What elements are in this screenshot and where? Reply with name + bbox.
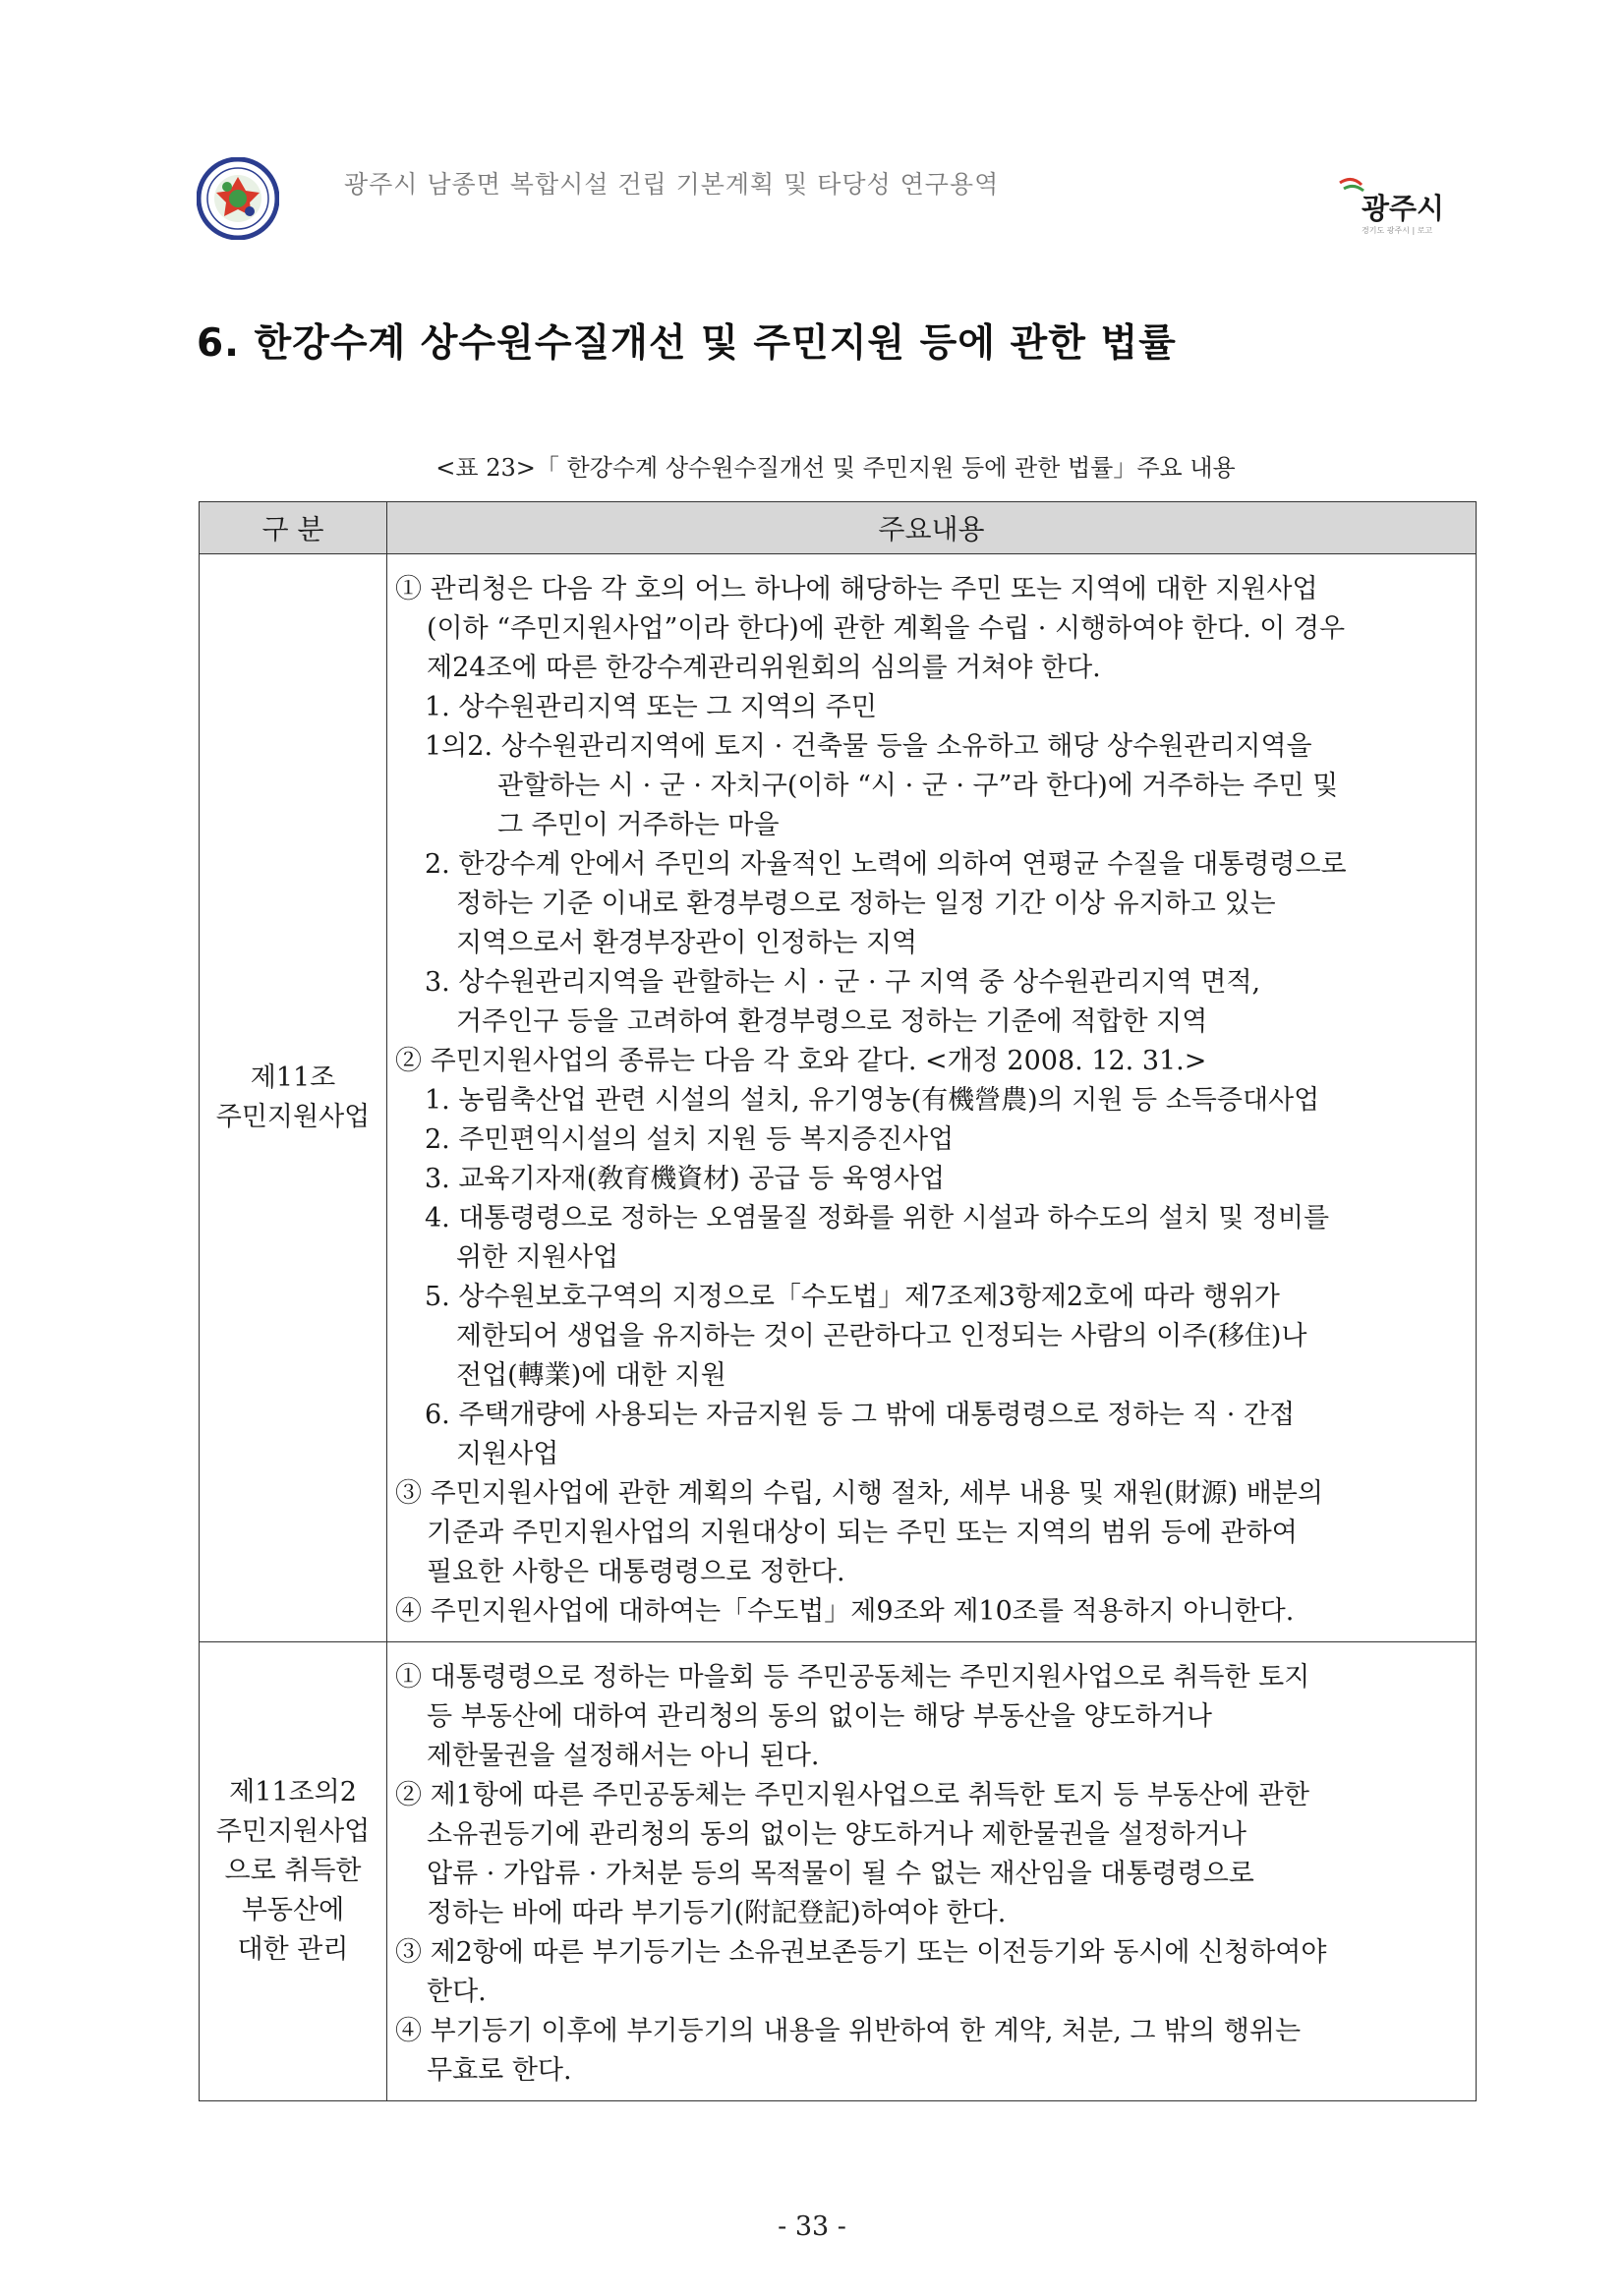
clause-line: 한다. xyxy=(427,1977,487,2007)
law-summary-table xyxy=(199,501,1477,2101)
clause-line: 6. 주택개량에 사용되는 자금지원 등 그 밖에 대통령령으로 정하는 직 · 간접 xyxy=(425,1400,1296,1430)
clause-line: 무효로 한다. xyxy=(427,2055,572,2086)
table-row xyxy=(200,554,1477,1642)
row-label-article-11 xyxy=(200,554,387,1642)
clause-line: 정하는 바에 따라 부기등기(附記登記)하여야 한다. xyxy=(427,1898,1007,1928)
clause-line: 관할하는 시 · 군 · 자치구(이하 “시 · 군 · 구”라 한다)에 거주하는 주민 및 xyxy=(497,771,1339,801)
clause-line: 1. 농림축산업 관련 시설의 설치, 유기영농(有機營農)의 지원 등 소득증대사업 xyxy=(425,1085,1320,1116)
table-header-row xyxy=(200,502,1477,554)
header-category: 구 분 xyxy=(200,502,387,554)
label-line: 으로 취득한 xyxy=(224,1856,362,1886)
clause-line: 전업(轉業)에 대한 지원 xyxy=(456,1360,726,1391)
clause-line: 지원사업 xyxy=(456,1439,559,1469)
clause-line: 3. 상수원관리지역을 관할하는 시 · 군 · 구 지역 중 상수원관리지역 면적, xyxy=(425,967,1261,998)
report-header-title: 광주시 남종면 복합시설 건립 기본계획 및 타당성 연구용역 xyxy=(344,170,1000,199)
clause-line: ① 관리청은 다음 각 호의 어느 하나에 해당하는 주민 또는 지역에 대한 지원사업 xyxy=(395,574,1318,604)
clause-line: 5. 상수원보호구역의 지정으로「수도법」제7조제3항제2호에 따라 행위가 xyxy=(425,1282,1280,1312)
clause-line: 2. 주민편익시설의 설치 지원 등 복지증진사업 xyxy=(425,1124,955,1155)
row-content-article-11-2 xyxy=(387,1642,1477,2101)
header-main-content: 주요내용 xyxy=(387,502,1477,554)
clause-line: 거주인구 등을 고려하여 환경부령으로 정하는 기준에 적합한 지역 xyxy=(456,1006,1208,1037)
clause-line: ① 대통령령으로 정하는 마을회 등 주민공동체는 주민지원사업으로 취득한 토지 xyxy=(395,1662,1310,1693)
row-content-article-11 xyxy=(387,554,1477,1642)
clause-line: 소유권등기에 관리청의 동의 없이는 양도하거나 제한물권을 설정하거나 xyxy=(427,1819,1247,1850)
label-line: 주민지원사업 xyxy=(215,1816,371,1847)
clause-line: 정하는 기준 이내로 환경부령으로 정하는 일정 기간 이상 유지하고 있는 xyxy=(456,889,1276,919)
row-label-article-11-2 xyxy=(200,1642,387,2101)
clause-line: 제한물권을 설정해서는 아니 된다. xyxy=(427,1741,820,1771)
section-title: 6. 한강수계 상수원수질개선 및 주민지원 등에 관한 법률 xyxy=(197,321,1177,366)
clause-line: ④ 부기등기 이후에 부기등기의 내용을 위반하여 한 계약, 처분, 그 밖의 행위는 xyxy=(395,2016,1302,2046)
clause-line: 3. 교육기자재(敎育機資材) 공급 등 육영사업 xyxy=(425,1164,946,1194)
clause-line: ③ 주민지원사업에 관한 계획의 수립, 시행 절차, 세부 내용 및 재원(財源) 배분의 xyxy=(395,1478,1323,1509)
clause-line: 그 주민이 거주하는 마을 xyxy=(497,810,780,840)
label-line: 부동산에 xyxy=(241,1895,345,1925)
label-line: 제11조 xyxy=(250,1062,336,1093)
label-line: 대한 관리 xyxy=(237,1934,349,1965)
clause-line: ④ 주민지원사업에 대하여는「수도법」제9조와 제10조를 적용하지 아니한다. xyxy=(395,1596,1295,1627)
clause-line: 기준과 주민지원사업의 지원대상이 되는 주민 또는 지역의 범위 등에 관하여 xyxy=(427,1518,1298,1548)
clause-line: 등 부동산에 대하여 관리청의 동의 없이는 해당 부동산을 양도하거나 xyxy=(427,1701,1212,1732)
gwangju-emblem-icon xyxy=(197,157,279,240)
clause-line: 지역으로서 환경부장관이 인정하는 지역 xyxy=(456,928,918,958)
clause-line: 제한되어 생업을 유지하는 것이 곤란하다고 인정되는 사람의 이주(移住)나 xyxy=(456,1321,1307,1351)
clause-line: 4. 대통령령으로 정하는 오염물질 정화를 위한 시설과 하수도의 설치 및 정비를 xyxy=(425,1203,1330,1234)
clause-line: 제24조에 따른 한강수계관리위원회의 심의를 거쳐야 한다. xyxy=(427,653,1101,683)
gwangju-city-logo-subtext: 경기도 광주시 | 로고 xyxy=(1362,226,1433,235)
clause-line: ③ 제2항에 따른 부기등기는 소유권보존등기 또는 이전등기와 동시에 신청하여야 xyxy=(395,1937,1327,1968)
table-caption: <표 23>「 한강수계 상수원수질개선 및 주민지원 등에 관한 법률」주요 내용 xyxy=(435,454,1236,482)
clause-line: 2. 한강수계 안에서 주민의 자율적인 노력에 의하여 연평균 수질을 대통령령으로 xyxy=(425,849,1347,880)
clause-line: 1. 상수원관리지역 또는 그 지역의 주민 xyxy=(425,692,877,722)
clause-line: 위한 지원사업 xyxy=(456,1242,619,1273)
clause-line: 1의2. 상수원관리지역에 토지 · 건축물 등을 소유하고 해당 상수원관리지역을 xyxy=(425,731,1312,762)
clause-line: ② 주민지원사업의 종류는 다음 각 호와 같다. <개정 2008. 12. 31.> xyxy=(395,1046,1207,1076)
clause-line: ② 제1항에 따른 주민공동체는 주민지원사업으로 취득한 토지 등 부동산에 관한 xyxy=(395,1780,1309,1810)
clause-line: 필요한 사항은 대통령령으로 정한다. xyxy=(427,1557,845,1587)
gwangju-city-logo-text: 광주시 xyxy=(1362,192,1445,225)
clause-line: (이하 “주민지원사업”이라 한다)에 관한 계획을 수립 · 시행하여야 한다. 이 경우 xyxy=(427,613,1346,644)
label-line: 제11조의2 xyxy=(229,1777,357,1808)
clause-line: 압류 · 가압류 · 가처분 등의 목적물이 될 수 없는 재산임을 대통령령으로 xyxy=(427,1859,1254,1889)
page-number: - 33 - xyxy=(778,2211,846,2242)
table-row xyxy=(200,1642,1477,2101)
label-line: 주민지원사업 xyxy=(215,1102,371,1132)
